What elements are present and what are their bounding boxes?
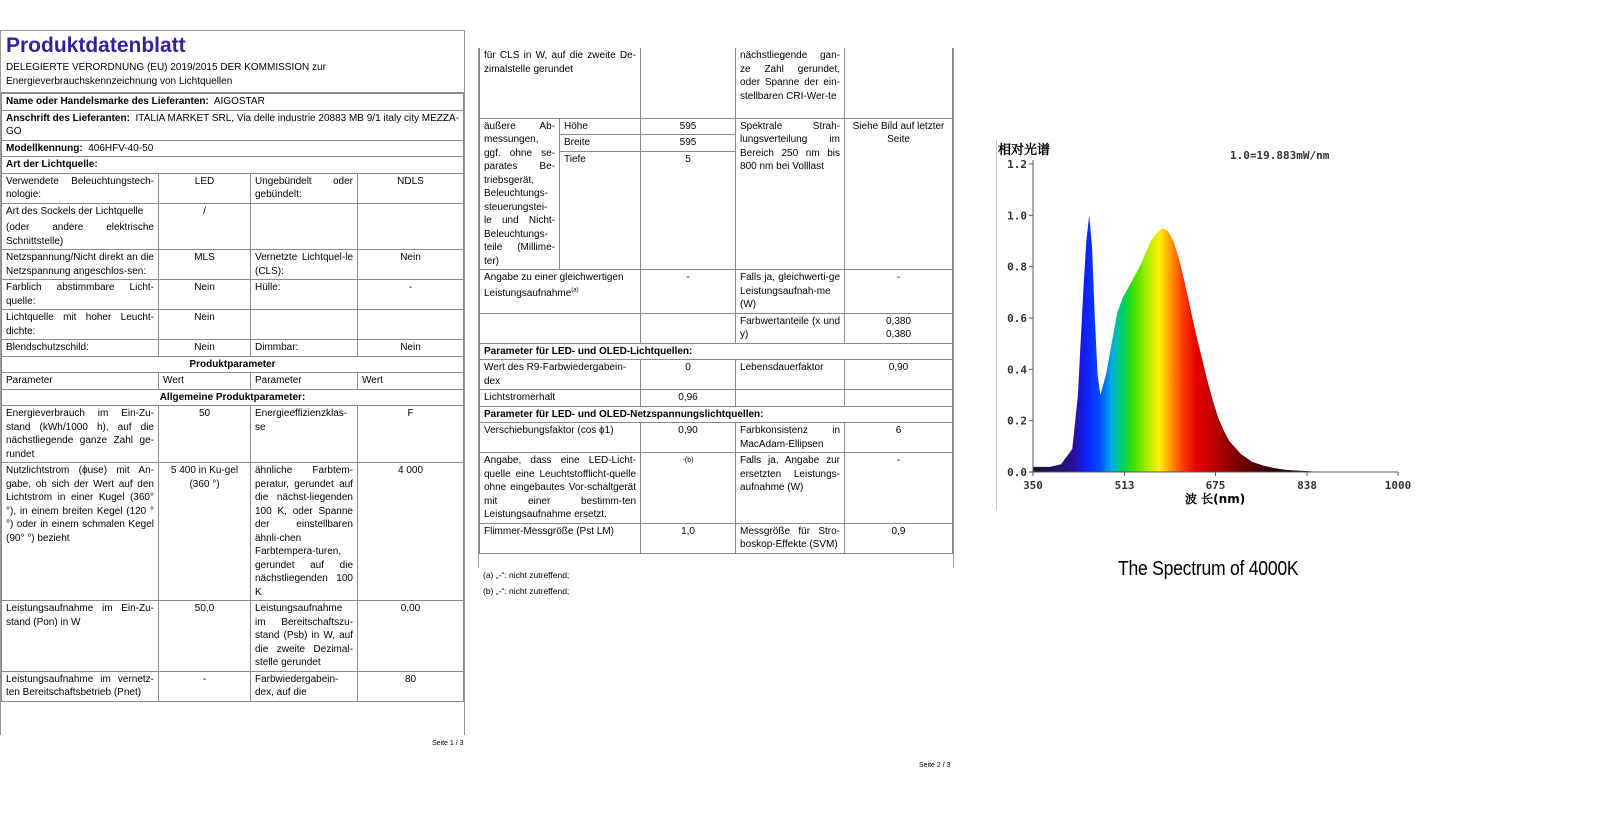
table-row	[2, 406, 464, 463]
column-header: Wert	[159, 373, 251, 390]
cell-label: Hülle:	[251, 280, 358, 310]
cell-label: Lichtquelle mit hoher Leucht-dichte:	[2, 310, 159, 340]
table-row	[2, 463, 464, 601]
general-params-heading: Allgemeine Produktparameter:	[2, 389, 464, 406]
table-row	[480, 343, 953, 360]
table-row	[480, 118, 953, 135]
cell-label: Angabe zu einer gleichwertigen Leistungsaufnahme$^{(a)}$	[480, 270, 641, 314]
cell-empty	[845, 390, 953, 407]
y-tick-label: 1.2	[1007, 158, 1027, 171]
cell-label: Energieverbrauch im Ein-Zu-stand (kWh/1000 h), auf die nächstliegende ganze Zahl ge-rundet	[2, 406, 159, 463]
table-row	[480, 423, 953, 453]
cell-label: äußere Ab-messungen, ggf. ohne se-parates Be-triebsgerät, Beleuchtungs-steuerungstei-le und Nicht-Beleuchtungs-teile (Millime-ter)	[480, 118, 560, 270]
mains-params-heading: Parameter für LED- und OLED-Netzspannungslichtquellen:	[480, 406, 953, 423]
cell-value: Siehe Bild auf letzter Seite	[845, 118, 953, 270]
footnote-b: (b) „-“: nicht zutreffend;	[483, 586, 570, 596]
table-row	[480, 313, 953, 343]
cell-label: Falls ja, Angabe zur ersetzten Leistungs-aufnahme (W)	[736, 453, 845, 524]
table-row	[2, 94, 464, 111]
cell-value: LED	[159, 173, 251, 203]
cell-value: MLS	[159, 250, 251, 280]
page-number: Seite 2 / 3	[919, 762, 951, 769]
cell-label: Spektrale Strah-lungsverteilung im Bereich 250 nm bis 800 nm bei Volllast	[736, 118, 845, 270]
table-row	[2, 671, 464, 701]
cell-value: F	[358, 406, 464, 463]
x-tick-label: 1000	[1384, 479, 1412, 492]
y-tick-label: 0.4	[1007, 363, 1027, 377]
cell-value: 0	[641, 360, 736, 390]
cell-label: Wert des R9-Farbwiedergabein-dex	[480, 360, 641, 390]
cell-value: 0,00	[358, 601, 464, 672]
cell-value: /	[159, 203, 251, 250]
cell-value: Nein	[159, 280, 251, 310]
cell-label: Farbwiedergabein-dex, auf die	[251, 671, 358, 701]
product-data-table	[1, 93, 464, 702]
y-tick-label: 0.0	[1007, 466, 1027, 479]
table-row	[480, 48, 953, 118]
table-row	[480, 453, 953, 524]
cell-label: Netzspannung/Nicht direkt an die Netzspannung angeschlos-sen:	[2, 250, 159, 280]
cell-label: Höhe	[560, 118, 641, 135]
cell-value: 0,96	[641, 390, 736, 407]
cell-empty	[641, 48, 736, 118]
cell-label: Dimmbar:	[251, 340, 358, 357]
cell-label: Farbkonsistenz in MacAdam-Ellipsen	[736, 423, 845, 453]
cell-empty	[251, 310, 358, 340]
table-row	[2, 310, 464, 340]
spectrum-area	[1033, 215, 1342, 472]
cell-label: Art des Sockels der Lichtquelle (oder andere elektrische Schnittstelle)	[2, 203, 159, 250]
cell-label: Farbwertanteile (x und y)	[736, 313, 845, 343]
cell-value: 50	[159, 406, 251, 463]
y-tick-label: 0.2	[1007, 414, 1027, 428]
cell-value: -	[641, 270, 736, 314]
cell-value: NDLS	[358, 173, 464, 203]
cell-empty	[736, 390, 845, 407]
y-tick-label: 0.8	[1007, 260, 1027, 274]
cell-label: Leistungsaufnahme im Ein-Zu-stand (Pon) in W	[2, 601, 159, 672]
y-axis-label: 相对光谱	[998, 143, 1051, 158]
cell-label: Nutzlichtstrom (ϕuse) mit An-gabe, ob sich der Wert auf den Lichtstrom in einer Kugel (360° °), in einem breiten Kegel (120 °°) oder in einem schmalen Kegel (90° °) bezieht	[2, 463, 159, 601]
cell-label: Energieeffizienzklas-se	[251, 406, 358, 463]
cell-value: Nein	[159, 310, 251, 340]
cell-value: 4 000	[358, 463, 464, 601]
cell-label: Blendschutzschild:	[2, 340, 159, 357]
page-number: Seite 1 / 3	[432, 740, 464, 747]
product-params-heading: Produktparameter	[2, 356, 464, 373]
product-data-table-continued	[479, 48, 953, 554]
table-row	[2, 389, 464, 406]
x-tick-label: 350	[1023, 479, 1043, 492]
cell-value: 80	[358, 671, 464, 701]
table-row	[2, 157, 464, 174]
cell-value: Nein	[358, 340, 464, 357]
cell-value: Nein	[358, 250, 464, 280]
cell-empty	[358, 203, 464, 250]
table-row	[2, 601, 464, 672]
cell-label: ähnliche Farbtem-peratur, gerundet auf die nächst-liegenden 100 K, oder Spanne der einstellbaren ähnli-chen Farbtempera-turen, gerundet auf die nächstliegenden 100 K	[251, 463, 358, 601]
table-row	[2, 356, 464, 373]
table-row	[2, 280, 464, 310]
cell-label: Vernetzte Lichtquel-le (CLS):	[251, 250, 358, 280]
table-row	[2, 173, 464, 203]
cell-label: Tiefe	[560, 152, 641, 270]
cell-label: Lichtstromerhalt	[480, 390, 641, 407]
cell-value: 6	[845, 423, 953, 453]
cell-label: Verwendete Beleuchtungstech-nologie:	[2, 173, 159, 203]
cell-value: 0,90	[641, 423, 736, 453]
table-row	[2, 110, 464, 140]
cell-label: Flimmer-Messgröße (Pst LM)	[480, 523, 641, 553]
address-cell: Anschrift des Lieferanten: ITALIA MARKET SRL, Via delle industrie 20883 MB 9/1 italy city MEZZA-GO	[2, 110, 464, 140]
table-row	[2, 340, 464, 357]
cell-label: Leistungsaufnahme im Bereitschaftszu-stand (Psb) in W, auf die zweite Dezimal-stelle gerundet	[251, 601, 358, 672]
datasheet-page-1	[0, 30, 465, 735]
page-title: Produktdatenblatt	[6, 34, 186, 57]
cell-empty	[641, 313, 736, 343]
led-params-heading: Parameter für LED- und OLED-Lichtquellen:	[480, 343, 953, 360]
table-row	[480, 270, 953, 314]
cell-label: Farblich abstimmbare Licht-quelle:	[2, 280, 159, 310]
table-header-row	[2, 373, 464, 390]
column-header: Parameter	[251, 373, 358, 390]
regulation-subtitle: DELEGIERTE VERORDNUNG (EU) 2019/2015 DER KOMMISSION zur Energieverbrauchskennzeichnung von Lichtquellen	[1, 59, 464, 93]
table-row	[2, 140, 464, 157]
cell-value: -(b)	[641, 453, 736, 524]
cell-empty	[251, 203, 358, 250]
cell-value: -	[159, 671, 251, 701]
y-tick-label: 0.6	[1007, 312, 1027, 325]
datasheet-page-2	[478, 48, 954, 568]
cell-label: Messgröße für Stro-boskop-Effekte (SVM)	[736, 523, 845, 553]
cell-label: Falls ja, gleichwerti-ge Leistungsaufnah-me (W)	[736, 270, 845, 314]
cell-value: -	[358, 280, 464, 310]
cell-label: Ungebündelt oder gebündelt:	[251, 173, 358, 203]
chart-caption: The Spectrum of 4000K	[1118, 558, 1299, 580]
cell-label: Leistungsaufnahme im vernetz-ten Bereitschaftsbetrieb (Pnet)	[2, 671, 159, 701]
cell-value: Nein	[159, 340, 251, 357]
cell-value: 5	[641, 152, 736, 270]
cell-value: -	[845, 453, 953, 524]
plot-area	[1007, 158, 1411, 492]
cell-value: 0,90	[845, 360, 953, 390]
column-header: Parameter	[2, 373, 159, 390]
table-row	[480, 360, 953, 390]
model-cell: Modellkennung: 406HFV-40-50	[2, 140, 464, 157]
cell-value: 50,0	[159, 601, 251, 672]
x-tick-label: 675	[1205, 479, 1226, 492]
cell-value: 595	[641, 135, 736, 152]
x-tick-label: 838	[1297, 479, 1317, 492]
x-axis-label: 波 长(nm)	[1185, 492, 1246, 506]
cell-label: nächstliegende gan-ze Zahl gerundet, oder Spanne der ein-stellbaren CRI-Wer-te	[736, 48, 845, 118]
cell-label: Angabe, dass eine LED-Licht-quelle eine Leuchtstofflicht-quelle ohne eingebautes Vor-schaltgerät mit einer bestimm-ten Leistungsaufnahme ersetzt.	[480, 453, 641, 524]
light-type-heading: Art der Lichtquelle:	[2, 157, 464, 174]
cell-label: für CLS in W, auf die zweite De-zimalstelle gerundet	[480, 48, 641, 118]
table-row	[480, 390, 953, 407]
cell-empty	[845, 48, 953, 118]
reference-label: 1.0=19.883mW/nm	[1230, 149, 1330, 162]
cell-label: Lebensdauerfaktor	[736, 360, 845, 390]
cell-value: 5 400 in Ku-gel (360 °)	[159, 463, 251, 601]
table-row	[2, 203, 464, 250]
cell-value: 1,0	[641, 523, 736, 553]
cell-empty	[480, 313, 641, 343]
cell-value: -	[845, 270, 953, 314]
table-row	[480, 406, 953, 423]
table-row	[2, 250, 464, 280]
cell-label: Verschiebungsfaktor (cos ϕ1)	[480, 423, 641, 453]
column-header: Wert	[358, 373, 464, 390]
cell-value: 0,380 0,380	[845, 313, 953, 343]
y-tick-label: 1.0	[1007, 209, 1027, 223]
cell-value: 0,9	[845, 523, 953, 553]
footnote-a: (a) „-“: nicht zutreffend;	[483, 570, 570, 580]
cell-empty	[358, 310, 464, 340]
cell-value: 595	[641, 118, 736, 135]
spectrum-chart	[990, 130, 1430, 520]
x-tick-label: 513	[1114, 479, 1135, 492]
supplier-cell: Name oder Handelsmarke des Lieferanten: AIGOSTAR	[2, 94, 464, 111]
table-row	[480, 523, 953, 553]
cell-label: Breite	[560, 135, 641, 152]
